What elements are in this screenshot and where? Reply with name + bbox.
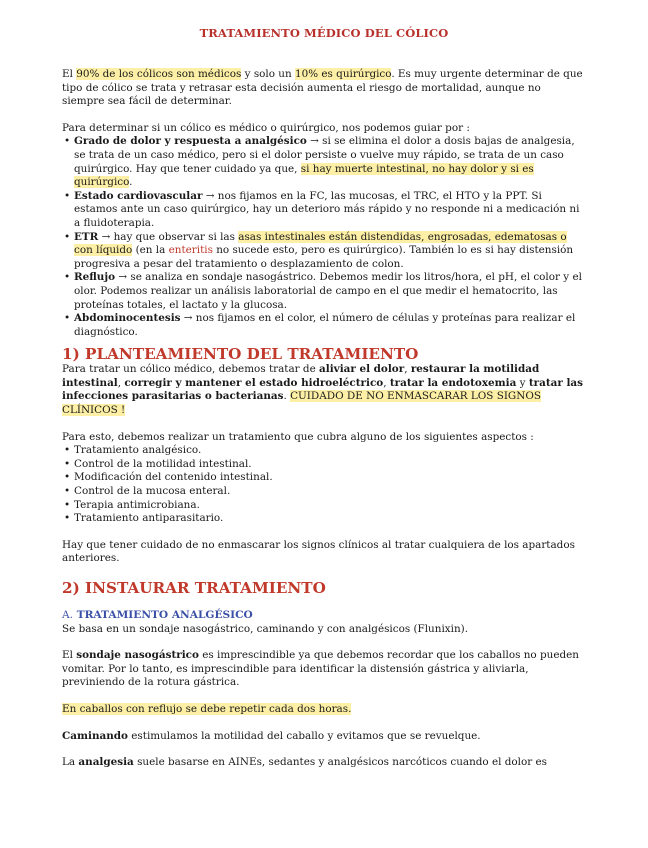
criterion-term: Estado cardiovascular (74, 189, 203, 202)
aspect-item: • Modificación del contenido intestinal. (74, 471, 586, 485)
text-run: estimulamos la motilidad del caballo y evitamos que se revuelque. (127, 729, 481, 742)
text-run: → nos fijamos en el color, el número de células y proteínas para realizar el diagnóstico. (74, 312, 576, 338)
text-run: , (383, 376, 390, 389)
term-nasogastric: sondaje nasogástrico (76, 649, 199, 662)
text-run: y (516, 376, 529, 389)
criterion-etr (74, 231, 586, 272)
aspect-item: • Control de la motilidad intestinal. (74, 458, 586, 472)
goal-hydroelectric: corregir y mantener el estado hidroeléctrico (124, 376, 384, 389)
term-analgesia: analgesia (78, 756, 134, 769)
enteritis-term: enteritis (168, 244, 213, 257)
walking-paragraph (62, 730, 586, 744)
text-run: no sucede esto, pero es quirúrgico). También lo es si hay distensión progresiva a pesar del tratamiento o desplazamiento de colon. (74, 244, 574, 270)
criteria-intro: Para determinar si un cólico es médico o quirúrgico, nos podemos guiar por : (62, 121, 470, 134)
highlight-intestinal-loops: asas intestinales están distendidas, engrosadas, edematosas o con líquido (74, 230, 567, 257)
text-run: El (62, 649, 77, 662)
text-run: . Es muy urgente determinar de que tipo de cólico se trata y retrasar esta decisión aumenta el riesgo de mortalidad, aunque no siempre sea fácil de determinar. (62, 68, 583, 108)
section-heading-planteamiento: 1) PLANTEAMIENTO DEL TRATAMIENTO (62, 345, 419, 364)
subsection-title: TRATAMIENTO ANALGÉSICO (76, 609, 253, 621)
highlight-intestinal-death: si hay muerte intestinal, no hay dolor y si es quirúrgico (74, 162, 534, 189)
text-run: , (404, 363, 411, 376)
caution-paragraph: Hay que tener cuidado de no enmascarar los signos clínicos al tratar cualquiera de los apartados anteriores. (62, 538, 575, 565)
criterion-term: ETR (74, 230, 99, 243)
criterion-term: Abdominocentesis (74, 312, 181, 325)
text-run: → si se elimina el dolor a dosis bajas de analgesia, se trata de un caso médico, pero si el dolor persiste o vuelve muy rápido, se trata de un caso quirúrgico. Hay que tener cuidado ya que, (74, 135, 575, 175)
text-run: → hay que observar si las (98, 230, 239, 243)
analgesic-intro: Se basa en un sondaje nasogástrico, caminando y con analgésicos (Flunixin). (62, 622, 468, 635)
goal-relieve-pain: aliviar el dolor (319, 363, 405, 376)
term-walking: Caminando (62, 729, 128, 742)
aspect-item: • Control de la mucosa enteral. (74, 485, 586, 499)
text-run: , (117, 376, 125, 389)
highlight-surgical-percent: 10% es quirúrgico (294, 68, 392, 80)
text-run: → se analiza en sondaje nasogástrico. Debemos medir los litros/hora, el pH, el color y el olor. Podemos realizar un análisis laboratorial de campo en el que medir el hematocrito, las proteínas totales, el lactato y la glucosa. (74, 271, 582, 311)
text-run: (en la (132, 244, 169, 257)
text-run: y solo un (241, 68, 295, 80)
goal-infections: tratar las infecciones parasitarias o bacterianas (62, 376, 583, 403)
text-run: La (62, 756, 79, 769)
highlight-warning: CUIDADO DE NO ENMASCARAR LOS SIGNOS CLÍNICOS ! (62, 390, 541, 417)
goal-endotoxemia: tratar la endotoxemia (389, 376, 517, 389)
criterion-term: Reflujo (74, 271, 116, 284)
criteria-list (62, 135, 586, 339)
treatment-goals-paragraph (62, 363, 586, 417)
criterion-reflux (74, 271, 586, 312)
section-heading-instaurar: 2) INSTAURAR TRATAMIENTO (62, 579, 326, 597)
text-run: . (129, 176, 133, 189)
document-title: TRATAMIENTO MÉDICO DEL CÓLICO (199, 26, 449, 40)
text-run: es imprescindible ya que debemos recordar que los caballos no pueden vomitar. Por lo tanto, es imprescindible para identificar la distensión gástrica y aliviarla, previniendo de la rotura gástrica. (62, 649, 579, 689)
criterion-term: Grado de dolor y respuesta a analgésico (74, 135, 307, 148)
highlight-reflux-note: En caballos con reflujo se debe repetir cada dos horas. (62, 702, 352, 715)
highlight-medical-percent: 90% de los cólicos son médicos (76, 68, 242, 80)
analgesia-paragraph (62, 756, 586, 770)
nasogastric-paragraph (62, 649, 586, 690)
reflux-note (62, 703, 586, 717)
aspect-item: • Tratamiento analgésico. (74, 444, 586, 458)
criterion-abdominocentesis (74, 312, 586, 339)
goal-restore-motility: restaurar la motilidad intestinal (62, 363, 540, 389)
text-run: suele basarse en AINEs, sedantes y analgésicos narcóticos cuando el dolor es (133, 756, 548, 769)
text-run: Para tratar un cólico médico, debemos tratar de (62, 363, 320, 376)
text-run: El (62, 68, 77, 80)
aspects-list (62, 444, 586, 526)
aspects-intro: Para esto, debemos realizar un tratamiento que cubra alguno de los siguientes aspectos : (62, 430, 534, 443)
criterion-pain (74, 135, 586, 189)
aspect-item: • Tratamiento antiparasitario. (74, 512, 586, 526)
subsection-heading-analgesico (62, 609, 586, 623)
intro-paragraph (62, 68, 586, 109)
subsection-letter: A. (62, 609, 74, 621)
text-run: → nos fijamos en la FC, las mucosas, el TRC, el HTO y la PPT. Si estamos ante un caso quirúrgico, hay un deterioro más rápido y no responde ni a medicación ni a fluidoterapia. (74, 189, 580, 229)
criterion-cardiovascular (74, 190, 586, 231)
text-run: . (283, 390, 291, 403)
aspect-item: • Terapia antimicrobiana. (74, 499, 586, 513)
